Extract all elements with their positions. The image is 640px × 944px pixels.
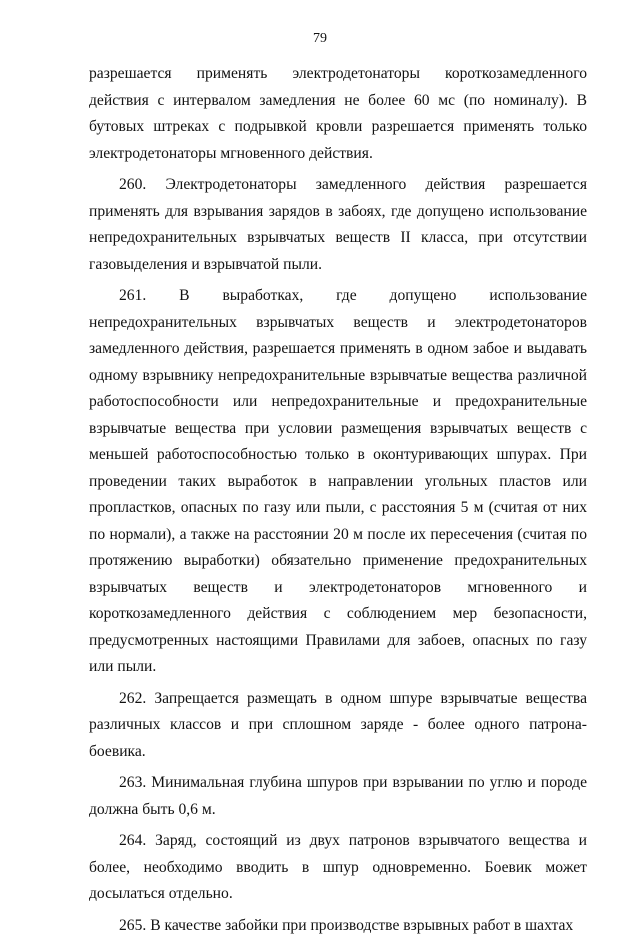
paragraph-continuation: разрешается применять электродетонаторы короткозамедленного действия с интервалом замедления не более 60 мс (по номиналу). В бутовых штреках с подрывкой кровли разрешается применять только электродетонаторы мгновенного действия. [89,65,587,162]
paragraph-263: 263. Минимальная глубина шпуров при взрывании по углю и породе должна быть 0,6 м. [89,774,587,818]
paragraph-260: 260. Электродетонаторы замедленного действия разрешается применять для взрывания зарядов в забоях, где допущено использование непредохранительных взрывчатых веществ II класса, при отсутствии газовыделения и взрывчатой пыли. [89,176,587,273]
page-number: 79 [313,31,327,46]
body-text [89,61,587,944]
paragraph-261: 261. В выработках, где допущено использование непредохранительных взрывчатых веществ и электродетонаторов замедленного действия, разрешается применять в одном забое и выдавать одному взрывнику непредохранительные взрывчатые вещества различной работоспособности или непредохранительные и предохранительные взрывчатые вещества при условии размещения взрывчатых веществ с меньшей работоспособностью только в оконтуривающих шпурах. При проведении таких выработок в направлении угольных пластов или пропластков, опасных по газу или пыли, с расстояния 5 м (считая от них по нормали), а также на расстоянии 20 м после их пересечения (считая по протяжению выработки) обязательно применение предохранительных взрывчатых веществ и электродетонаторов мгновенного и короткозамедленного действия с соблюдением мер безопасности, предусмотренных настоящими Правилами для забоев, опасных по газу или пыли. [89,287,587,675]
paragraph-264: 264. Заряд, состоящий из двух патронов взрывчатого вещества и более, необходимо вводить в шпур одновременно. Боевик может досылаться отдельно. [89,832,587,902]
paragraph-265: 265. В качестве забойки при производстве взрывных работ в шахтах [119,916,574,934]
paragraph-262: 262. Запрещается размещать в одном шпуре взрывчатые вещества различных классов и при сплошном заряде - более одного патрона-боевика. [89,689,587,760]
